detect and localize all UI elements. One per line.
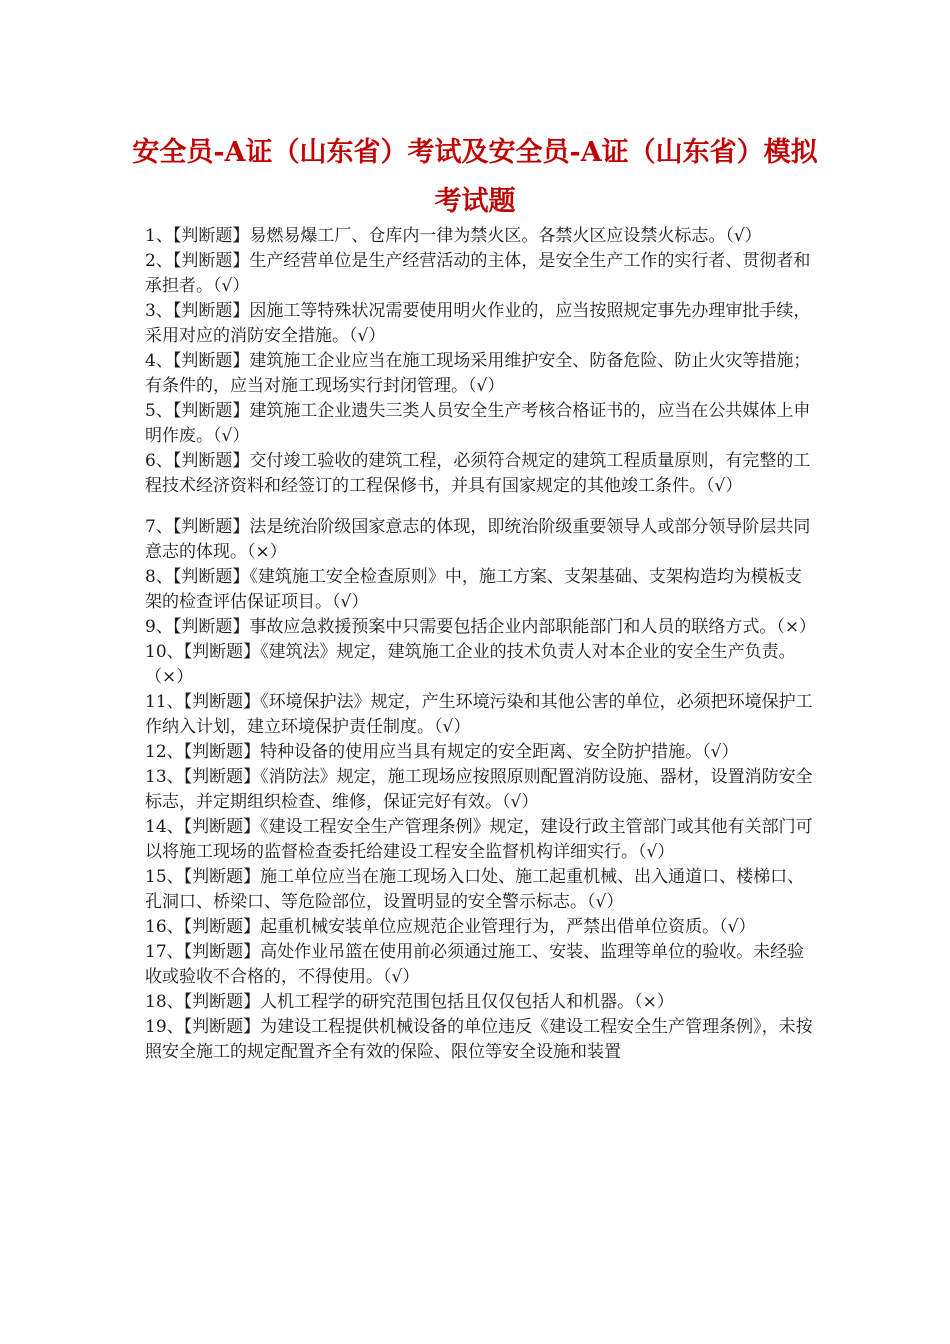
question-item: 9、【判断题】事故应急救援预案中只需要包括企业内部职能部门和人员的联络方式。（×）: [145, 617, 817, 637]
question-item: 8、【判断题】《建筑施工安全检查原则》中，施工方案、支架基础、支架构造均为模板支架的检查评估保证项目。（√）: [145, 567, 802, 612]
document-title-line1: 安全员-A证（山东省）考试及安全员-A证（山东省）模拟: [132, 137, 818, 168]
question-item: 15、【判断题】施工单位应当在施工现场入口处、施工起重机械、出入通道口、楼梯口、孔洞口、桥梁口、等危险部位，设置明显的安全警示标志。（√）: [145, 867, 805, 912]
paragraph-spacer: [145, 499, 815, 515]
question-item: 5、【判断题】建筑施工企业遗失三类人员安全生产考核合格证书的，应当在公共媒体上申明作废。（√）: [145, 401, 811, 446]
question-item: 10、【判断题】《建筑法》规定，建筑施工企业的技术负责人对本企业的安全生产负责。（×）: [145, 642, 796, 687]
question-item: 2、【判断题】生产经营单位是生产经营活动的主体，是安全生产工作的实行者、贯彻者和承担者。（√）: [145, 251, 811, 296]
question-item: 17、【判断题】高处作业吊篮在使用前必须通过施工、安装、监理等单位的验收。未经验收或验收不合格的，不得使用。（√）: [145, 942, 805, 987]
question-item: 16、【判断题】起重机械安装单位应规范企业管理行为，严禁出借单位资质。（√）: [145, 917, 756, 937]
question-item: 18、【判断题】人机工程学的研究范围包括且仅仅包括人和机器。（×）: [145, 992, 674, 1012]
question-item: 1、【判断题】易燃易爆工厂、仓库内一律为禁火区。各禁火区应设禁火标志。（√）: [145, 226, 762, 246]
question-item: 11、【判断题】《环境保护法》规定，产生环境污染和其他公害的单位，必须把环境保护工作纳入计划，建立环境保护责任制度。（√）: [145, 692, 813, 737]
question-item: 13、【判断题】《消防法》规定，施工现场应按照原则配置消防设施、器材，设置消防安全标志，并定期组织检查、维修，保证完好有效。（√）: [145, 767, 813, 812]
question-item: 4、【判断题】建筑施工企业应当在施工现场采用维护安全、防备危险、防止火灾等措施；有条件的，应当对施工现场实行封闭管理。（√）: [145, 351, 811, 396]
question-item: 12、【判断题】特种设备的使用应当具有规定的安全距离、安全防护措施。（√）: [145, 742, 739, 762]
question-item: 6、【判断题】交付竣工验收的建筑工程，必须符合规定的建筑工程质量原则，有完整的工程技术经济资料和经签订的工程保修书，并具有国家规定的其他竣工条件。（√）: [145, 451, 811, 496]
question-item: 19、【判断题】为建设工程提供机械设备的单位违反《建设工程安全生产管理条例》，未按照安全施工的规定配置齐全有效的保险、限位等安全设施和装置: [145, 1017, 813, 1062]
question-item: 14、【判断题】《建设工程安全生产管理条例》规定，建设行政主管部门或其他有关部门可以将施工现场的监督检查委托给建设工程安全监督机构详细实行。（√）: [145, 817, 813, 862]
document-title-line2: 考试题: [434, 186, 516, 217]
question-item: 7、【判断题】法是统治阶级国家意志的体现，即统治阶级重要领导人或部分领导阶层共同意志的体现。（×）: [145, 517, 811, 562]
question-item: 3、【判断题】因施工等特殊状况需要使用明火作业的，应当按照规定事先办理审批手续，采用对应的消防安全措施。（√）: [145, 301, 811, 346]
question-list: [145, 224, 815, 1065]
